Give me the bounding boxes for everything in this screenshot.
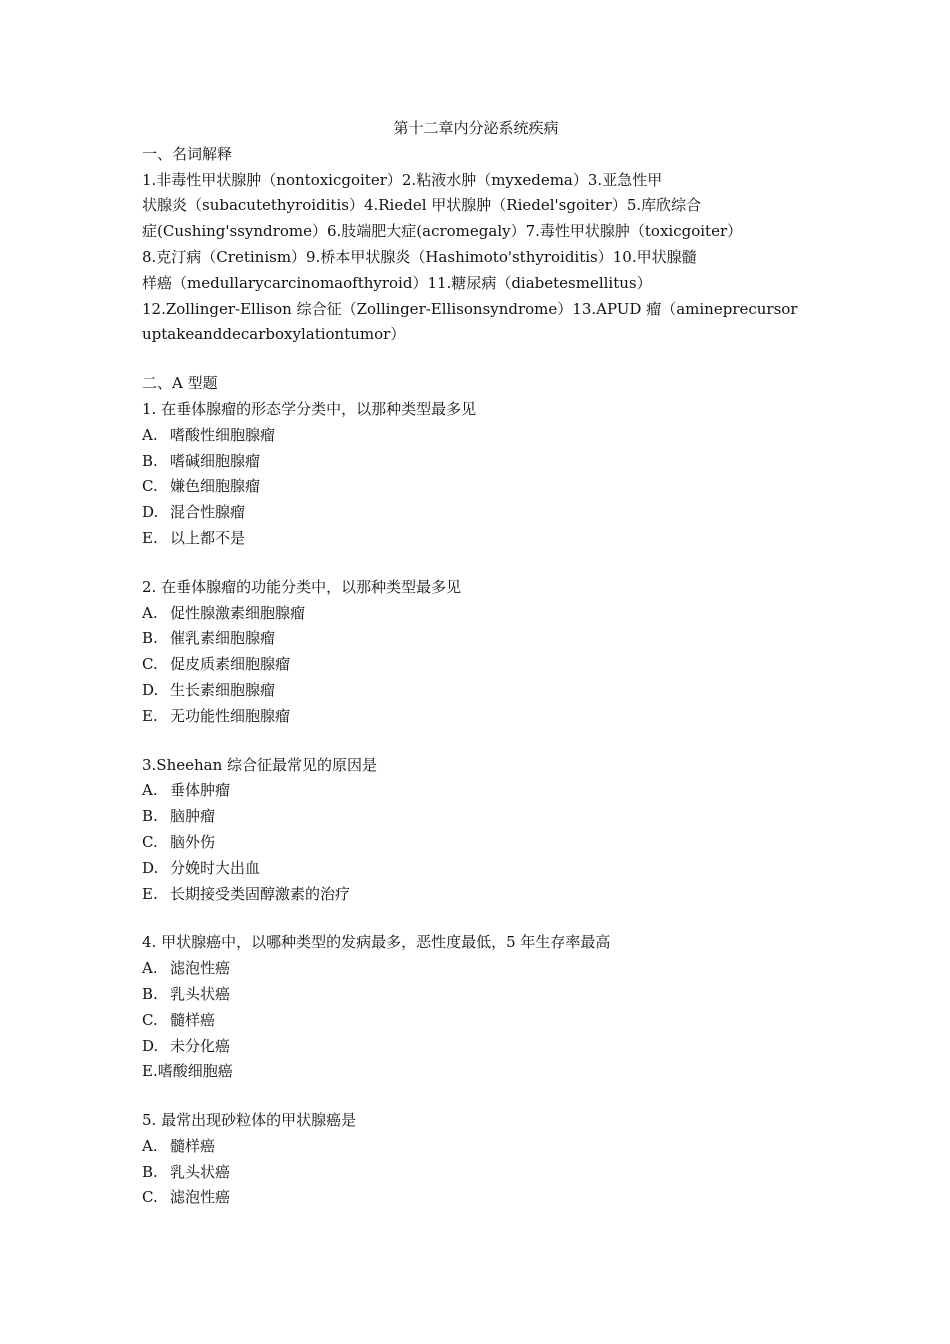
option-c — [142, 1008, 742, 1034]
option-c — [142, 830, 742, 856]
option-d — [142, 1034, 742, 1060]
question-stem: 1. 在垂体腺瘤的形态学分类中，以那种类型最多见 — [142, 399, 477, 418]
question-stem: 5. 最常出现砂粒体的甲状腺癌是 — [142, 1111, 357, 1130]
section-heading-terms: 一、名词解释 — [142, 144, 233, 163]
option-letter: C. — [142, 1010, 158, 1029]
section-heading-a-type: 二、A 型题 — [142, 374, 218, 393]
option-text: 乳头状癌 — [170, 984, 231, 1003]
option-e — [142, 882, 742, 908]
option-letter: D. — [142, 680, 159, 699]
option-c — [142, 652, 742, 678]
option-text: 嫌色细胞腺瘤 — [170, 477, 261, 496]
option-text: 滤泡性癌 — [170, 959, 231, 978]
option-text: 滤泡性癌 — [170, 1188, 231, 1207]
option-letter: A. — [142, 781, 158, 800]
option-letter: A. — [142, 1136, 158, 1155]
option-letter: B. — [142, 451, 158, 470]
option-e — [142, 704, 742, 730]
option-c — [142, 474, 742, 500]
option-text: 长期接受类固醇激素的治疗 — [170, 884, 351, 903]
option-d — [142, 500, 742, 526]
option-letter: C. — [142, 832, 158, 851]
spacer — [142, 907, 742, 930]
option-text: 脑肿瘤 — [170, 807, 216, 826]
option-letter: D. — [142, 1036, 159, 1055]
document-body — [142, 116, 798, 1211]
option-letter: D. — [142, 858, 159, 877]
option-text: 未分化癌 — [170, 1036, 231, 1055]
option-letter: B. — [142, 629, 158, 648]
option-letter: A. — [142, 603, 158, 622]
option-letter: E. — [142, 528, 158, 547]
question-5 — [142, 1108, 742, 1211]
option-letter: A. — [142, 959, 158, 978]
option-letter: B. — [142, 984, 158, 1003]
question-1 — [142, 397, 742, 552]
option-text: 髓样癌 — [170, 1136, 216, 1155]
term-line: 8.克汀病（Cretinism）9.桥本甲状腺炎（Hashimoto'sthyroiditis）10.甲状腺髓 — [142, 247, 697, 266]
option-a — [142, 1134, 742, 1160]
option-text: 脑外伤 — [170, 832, 216, 851]
option-text: 嗜碱细胞腺瘤 — [170, 451, 261, 470]
option-text: 无功能性细胞腺瘤 — [170, 706, 291, 725]
option-text: 乳头状癌 — [170, 1162, 231, 1181]
option-letter: C. — [142, 655, 158, 674]
option-a — [142, 423, 742, 449]
option-text: E.嗜酸细胞癌 — [142, 1062, 233, 1081]
question-4 — [142, 930, 742, 1085]
option-text: 混合性腺瘤 — [170, 503, 246, 522]
option-a — [142, 601, 742, 627]
question-stem: 3.Sheehan 综合征最常见的原因是 — [142, 755, 378, 774]
question-2 — [142, 575, 742, 730]
question-stem: 2. 在垂体腺瘤的功能分类中，以那种类型最多见 — [142, 577, 462, 596]
option-letter: C. — [142, 1188, 158, 1207]
spacer — [142, 552, 742, 575]
option-a — [142, 956, 742, 982]
option-text: 分娩时大出血 — [170, 858, 261, 877]
spacer — [142, 348, 742, 371]
option-text: 促性腺激素细胞腺瘤 — [170, 603, 306, 622]
term-line: 症(Cushing'ssyndrome）6.肢端肥大症(acromegaly）7.毒性甲状腺肿（toxicgoiter） — [142, 222, 743, 241]
option-e — [142, 526, 742, 552]
option-c — [142, 1185, 742, 1211]
option-text: 髓样癌 — [170, 1010, 216, 1029]
spacer — [142, 1085, 742, 1108]
option-b — [142, 804, 742, 830]
option-text: 垂体肿瘤 — [170, 781, 231, 800]
option-text: 生长素细胞腺瘤 — [170, 680, 276, 699]
option-letter: B. — [142, 807, 158, 826]
option-text: 以上都不是 — [170, 528, 246, 547]
spacer — [142, 730, 742, 753]
chapter-title: 第十二章内分泌系统疾病 — [393, 119, 559, 137]
term-line: 1.非毒性甲状腺肿（nontoxicgoiter）2.粘液水肿（myxedema）3.亚急性甲 — [142, 170, 663, 189]
option-b — [142, 626, 742, 652]
option-a — [142, 778, 742, 804]
option-b — [142, 982, 742, 1008]
option-b — [142, 449, 742, 475]
option-text: 促皮质素细胞腺瘤 — [170, 655, 291, 674]
term-line: 状腺炎（subacutethyroiditis）4.Riedel 甲状腺肿（Riedel'sgoiter）5.库欣综合 — [142, 196, 702, 215]
option-e — [142, 1059, 742, 1085]
option-d — [142, 856, 742, 882]
term-line: 12.Zollinger-Ellison 综合征（Zollinger-Ellisonsyndrome）13.APUD 瘤（amineprecursor — [142, 299, 798, 318]
option-text: 嗜酸性细胞腺瘤 — [170, 425, 276, 444]
option-letter: A. — [142, 425, 158, 444]
option-letter: C. — [142, 477, 158, 496]
term-line: 样癌（medullarycarcinomaofthyroid）11.糖尿病（diabetesmellitus） — [142, 273, 652, 292]
option-letter: D. — [142, 503, 159, 522]
option-text: 催乳素细胞腺瘤 — [170, 629, 276, 648]
option-letter: E. — [142, 706, 158, 725]
option-b — [142, 1160, 742, 1186]
option-d — [142, 678, 742, 704]
option-letter: E. — [142, 884, 158, 903]
option-letter: B. — [142, 1162, 158, 1181]
term-line: uptakeanddecarboxylationtumor） — [142, 325, 406, 344]
question-3 — [142, 753, 742, 908]
question-stem: 4. 甲状腺癌中，以哪种类型的发病最多，恶性度最低，5 年生存率最高 — [142, 933, 611, 952]
